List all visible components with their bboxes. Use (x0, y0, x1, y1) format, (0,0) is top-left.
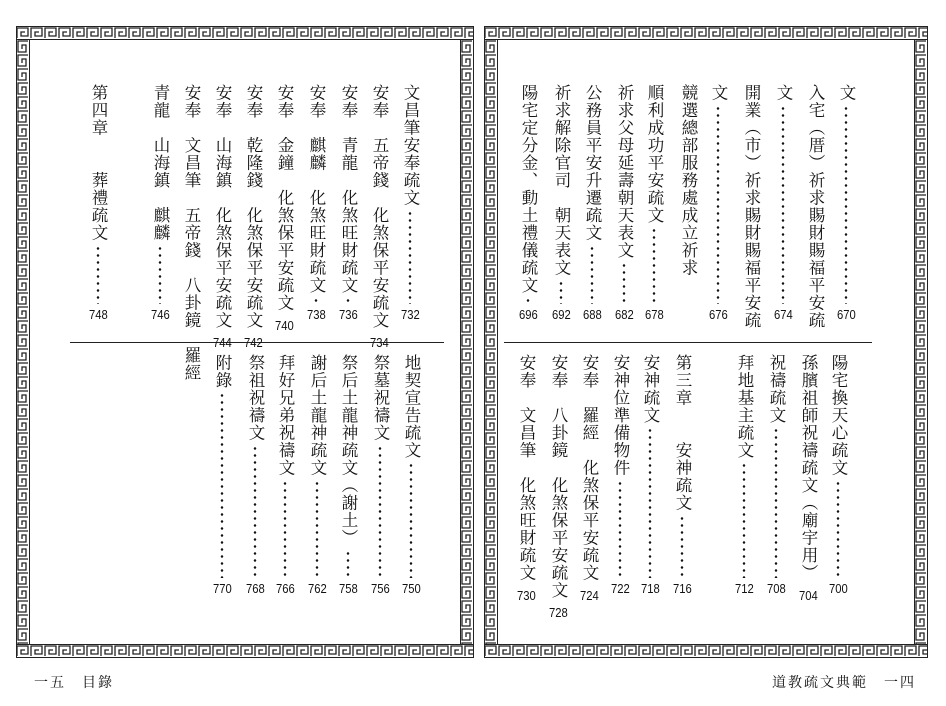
toc-entry (242, 84, 264, 350)
toc-entry (609, 354, 631, 596)
toc-entry-title: 孫臏祖師祝禱疏文（廟宇用） (799, 354, 818, 582)
dot-leader (158, 245, 162, 305)
toc-entry-page-number: 734 (369, 336, 389, 350)
toc-entry (740, 84, 762, 329)
toc-entry (87, 84, 109, 322)
greek-key-border-bottom (484, 644, 928, 658)
dot-leader (314, 297, 318, 304)
toc-entry-page-number: 740 (274, 318, 294, 333)
toc-entry-title: 公務員平安升遷疏文 (583, 84, 602, 242)
dot-leader (622, 262, 626, 304)
dot-leader (283, 480, 287, 579)
toc-entry (211, 354, 233, 596)
toc-entry-title: 文 (774, 84, 793, 102)
dot-leader (774, 427, 778, 578)
greek-key-border-left (16, 40, 30, 644)
toc-entry (515, 354, 537, 603)
dot-leader (220, 392, 224, 578)
toc-entry (835, 84, 857, 322)
toc-entry-page-number: 748 (88, 308, 108, 322)
toc-entry (274, 354, 296, 596)
toc-entry-page-number: 756 (370, 582, 390, 596)
toc-entry (613, 84, 635, 322)
toc-entry-page-number: 728 (548, 606, 568, 620)
toc-entry-page-number: 678 (644, 308, 664, 322)
greek-key-border-right (914, 40, 928, 644)
toc-entry (369, 354, 391, 596)
dot-leader (408, 210, 412, 305)
toc-entry-title: 安奉 文昌筆 五帝錢 八卦鏡 羅經 (182, 84, 201, 382)
toc-entry-title: 安奉 金鐘 化煞保平安疏文 (275, 84, 294, 312)
toc-entry (273, 84, 295, 333)
toc-entry-title: 第四章 葬禮疏文 (89, 84, 108, 242)
dot-leader (253, 445, 257, 579)
section-divider (504, 342, 872, 343)
toc-entry (827, 354, 849, 596)
dot-leader (781, 105, 785, 305)
toc-entry-title: 文 (709, 84, 728, 102)
toc-entry (797, 354, 819, 603)
greek-key-border-top (16, 26, 474, 40)
greek-key-border-bottom (16, 644, 474, 658)
toc-entry-title: 拜好兄弟祝禱文 (276, 354, 295, 477)
toc-entry-page-number: 722 (610, 582, 630, 596)
toc-entry-title: 附錄 (213, 354, 232, 389)
toc-entry-page-number: 724 (579, 588, 599, 603)
toc-entry-title: 地契宣告疏文 (402, 354, 421, 459)
toc-entry-page-number: 708 (766, 582, 786, 596)
dot-leader (590, 245, 594, 305)
dot-leader (648, 427, 652, 578)
toc-entry-page-number: 676 (708, 308, 728, 322)
toc-entry (707, 84, 729, 322)
toc-entry-title: 安奉 青龍 化煞旺財疏文 (339, 84, 358, 294)
dot-leader (346, 550, 350, 579)
dot-leader (652, 227, 656, 304)
toc-entry-title: 第三章 安神疏文 (673, 354, 692, 512)
toc-entry (337, 84, 359, 322)
toc-entry-title: 入宅（厝）祈求賜財賜福平安疏 (806, 84, 825, 329)
toc-entry-page-number: 696 (518, 308, 538, 322)
toc-entry-page-number: 742 (243, 336, 263, 350)
toc-entry-page-number: 688 (582, 308, 602, 322)
toc-entry-title: 祈求解除官司 朝天表文 (552, 84, 571, 277)
toc-entry-page-number: 682 (614, 308, 634, 322)
toc-entry-title: 拜地基主疏文 (735, 354, 754, 459)
dot-leader (378, 445, 382, 579)
toc-entry (765, 354, 787, 596)
toc-entry (639, 354, 661, 596)
toc-entry (244, 354, 266, 596)
dot-leader (559, 280, 563, 305)
toc-entry (517, 84, 539, 322)
toc-entry-page-number: 736 (338, 308, 358, 322)
toc-entry-page-number: 718 (640, 582, 660, 596)
dot-leader (618, 480, 622, 579)
toc-entry-title: 文 (837, 84, 856, 102)
toc-entry (337, 354, 359, 596)
toc-entry (772, 84, 794, 322)
dot-leader (844, 105, 848, 305)
greek-key-border-right (460, 40, 474, 644)
toc-entry-title: 祈求父母延壽朝天表文 (615, 84, 634, 259)
toc-entry-title: 安神位準備物件 (611, 354, 630, 477)
toc-entry-page-number: 692 (551, 308, 571, 322)
toc-entry-title: 祝禱疏文 (767, 354, 786, 424)
toc-entry (180, 84, 202, 382)
toc-entry (578, 354, 600, 603)
dot-leader (716, 105, 720, 305)
toc-entry-page-number: 738 (306, 308, 326, 322)
toc-entry-page-number: 704 (798, 588, 818, 603)
toc-entry (643, 84, 665, 322)
toc-entry (211, 84, 233, 350)
toc-entry-page-number: 758 (338, 582, 358, 596)
toc-entry-page-number: 762 (307, 582, 327, 596)
toc-entry (400, 354, 422, 596)
left-page-footer: 一五 目錄 (34, 675, 114, 691)
toc-entry-title: 競選總部服務處成立祈求 (679, 84, 698, 277)
toc-entry-title: 陽宅換天心疏文 (829, 354, 848, 477)
toc-entry-title: 祭墓祝禱文 (371, 354, 390, 442)
dot-leader (526, 297, 530, 304)
toc-entry-page-number: 716 (672, 582, 692, 596)
dot-leader (680, 515, 684, 579)
toc-entry (306, 354, 328, 596)
toc-entry-title: 安奉 羅經 化煞保平安疏文 (580, 354, 599, 582)
toc-entry-page-number: 768 (245, 582, 265, 596)
toc-entry-title: 安神疏文 (641, 354, 660, 424)
toc-entry-title: 祭后土龍神疏文（謝土） (339, 354, 358, 547)
toc-entry (581, 84, 603, 322)
toc-entry-page-number: 700 (828, 582, 848, 596)
dot-leader (742, 462, 746, 578)
dot-leader (346, 297, 350, 304)
toc-entry (149, 84, 171, 322)
toc-entry-title: 祭祖祝禱文 (246, 354, 265, 442)
toc-entry-page-number: 750 (401, 582, 421, 596)
toc-entry (399, 84, 421, 322)
toc-entry-title: 安奉 山海鎮 化煞保平安疏文 (213, 84, 232, 329)
toc-entry (733, 354, 755, 596)
toc-entry (547, 354, 569, 620)
toc-entry-page-number: 770 (212, 582, 232, 596)
toc-entry-title: 陽宅定分金、動土禮儀疏文 (519, 84, 538, 294)
toc-entry (305, 84, 327, 322)
toc-entry (550, 84, 572, 322)
greek-key-border-left (484, 40, 498, 644)
toc-entry-title: 安奉 五帝錢 化煞保平安疏文 (370, 84, 389, 329)
right-page-footer: 道教疏文典範 一四 (772, 675, 916, 691)
toc-entry-page-number: 730 (516, 588, 536, 603)
dot-leader (409, 462, 413, 578)
dot-leader (315, 480, 319, 579)
toc-entry-page-number: 674 (773, 308, 793, 322)
toc-entry-title: 安奉 文昌筆 化煞旺財疏文 (517, 354, 536, 582)
toc-entry-title: 順利成功平安疏文 (645, 84, 664, 224)
toc-entry-page-number: 670 (836, 308, 856, 322)
toc-entry-title: 開業（市）祈求賜財賜福平安疏 (742, 84, 761, 329)
toc-entry-title: 安奉 乾隆錢 化煞保平安疏文 (244, 84, 263, 329)
dot-leader (836, 480, 840, 579)
toc-entry-page-number: 744 (212, 336, 232, 350)
toc-entry-title: 青龍 山海鎮 麒麟 (151, 84, 170, 242)
toc-entry-page-number: 712 (734, 582, 754, 596)
toc-entry-page-number: 732 (400, 308, 420, 322)
toc-entry (677, 84, 699, 277)
toc-entry (368, 84, 390, 350)
toc-entry-title: 謝后土龍神疏文 (308, 354, 327, 477)
greek-key-border-top (484, 26, 928, 40)
toc-entry-page-number: 746 (150, 308, 170, 322)
toc-entry-page-number: 766 (275, 582, 295, 596)
toc-entry-title: 安奉 麒麟 化煞旺財疏文 (307, 84, 326, 294)
toc-entry (671, 354, 693, 596)
dot-leader (96, 245, 100, 305)
toc-entry-title: 安奉 八卦鏡 化煞保平安疏文 (549, 354, 568, 599)
toc-entry-title: 文昌筆安奉疏文 (401, 84, 420, 207)
toc-entry (804, 84, 826, 329)
